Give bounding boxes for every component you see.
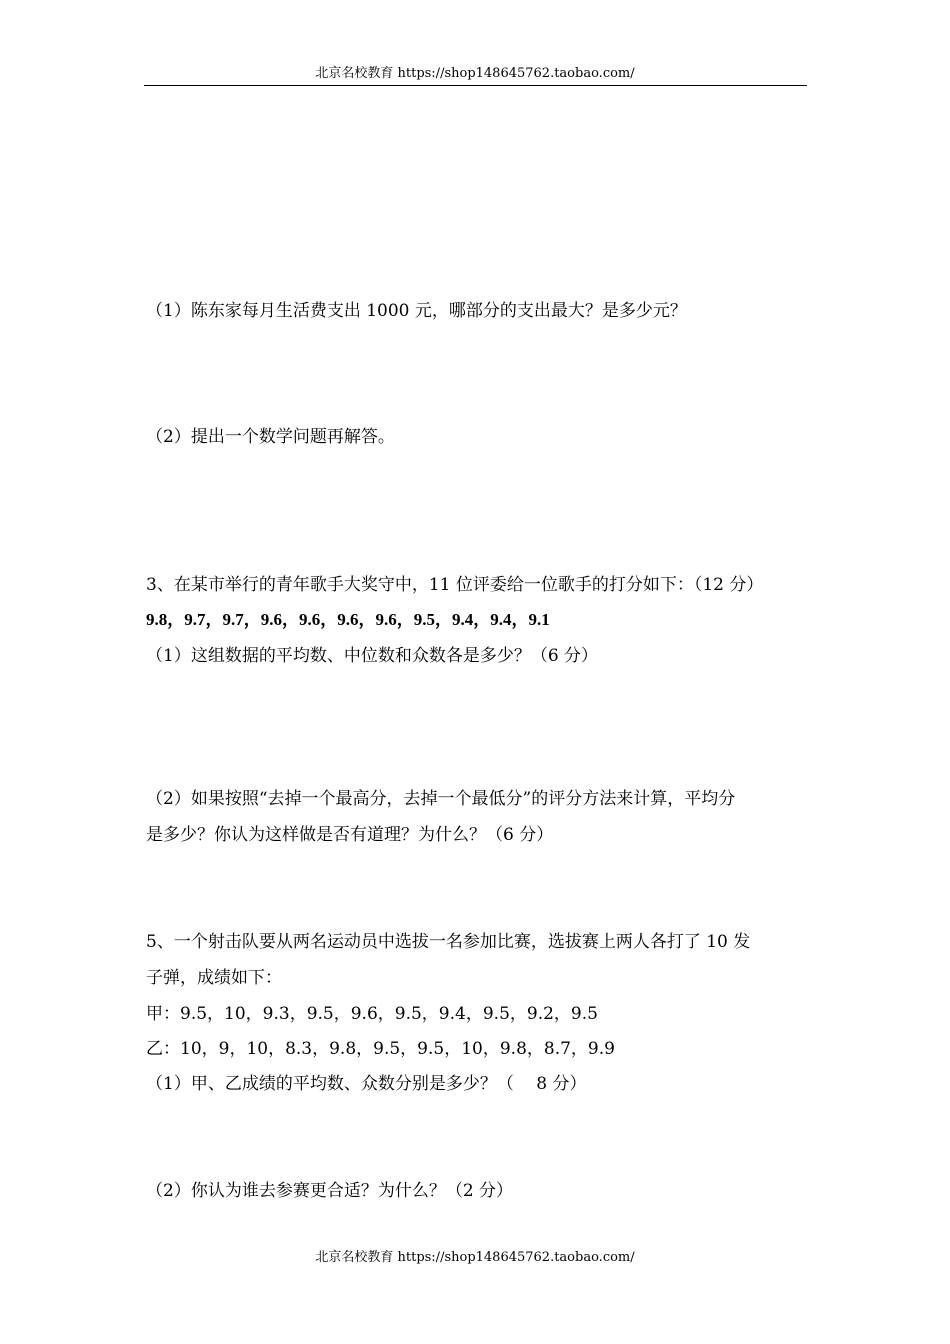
page-header-text: 北京名校教育 https://shop148645762.taobao.com/ [315, 66, 635, 81]
question-3-scores: 9.8，9.7，9.7，9.6，9.6，9.6，9.6，9.5，9.4，9.4，9.1 [146, 610, 550, 629]
question-2-part-2: （2）提出一个数学问题再解答。 [146, 427, 395, 447]
page-footer-text: 北京名校教育 https://shop148645762.taobao.com/ [315, 1250, 635, 1265]
question-5-stem-line-2: 子弹，成绩如下： [146, 968, 282, 988]
question-5-scores-yi: 乙：10，9，10，8.3，9.8，9.5，9.5，10，9.8，8.7，9.9 [146, 1039, 615, 1059]
question-3-stem: 3、在某市举行的青年歌手大奖守中，11 位评委给一位歌手的打分如下：（12 分） [146, 575, 764, 595]
question-3-part-2-line-1: （2）如果按照“去掉一个最高分，去掉一个最低分”的评分方法来计算，平均分 [146, 789, 736, 809]
question-5-part-2: （2）你认为谁去参赛更合适？为什么？（2 分） [146, 1181, 514, 1201]
question-5-part-1: （1）甲、乙成绩的平均数、众数分别是多少？（ 8 分） [146, 1074, 587, 1094]
question-3-part-1: （1）这组数据的平均数、中位数和众数各是多少？（6 分） [146, 646, 599, 666]
question-2-part-1: （1）陈东家每月生活费支出 1000 元，哪部分的支出最大？是多少元？ [146, 301, 687, 321]
question-3-part-2-line-2: 是多少？你认为这样做是否有道理？为什么？（6 分） [146, 825, 554, 845]
question-5-stem-line-1: 5、一个射击队要从两名运动员中选拔一名参加比赛，选拔赛上两人各打了 10 发 [146, 932, 751, 952]
question-5-scores-jia: 甲：9.5，10，9.3，9.5，9.6，9.5，9.4，9.5，9.2，9.5 [146, 1004, 598, 1024]
header-divider [144, 85, 807, 86]
